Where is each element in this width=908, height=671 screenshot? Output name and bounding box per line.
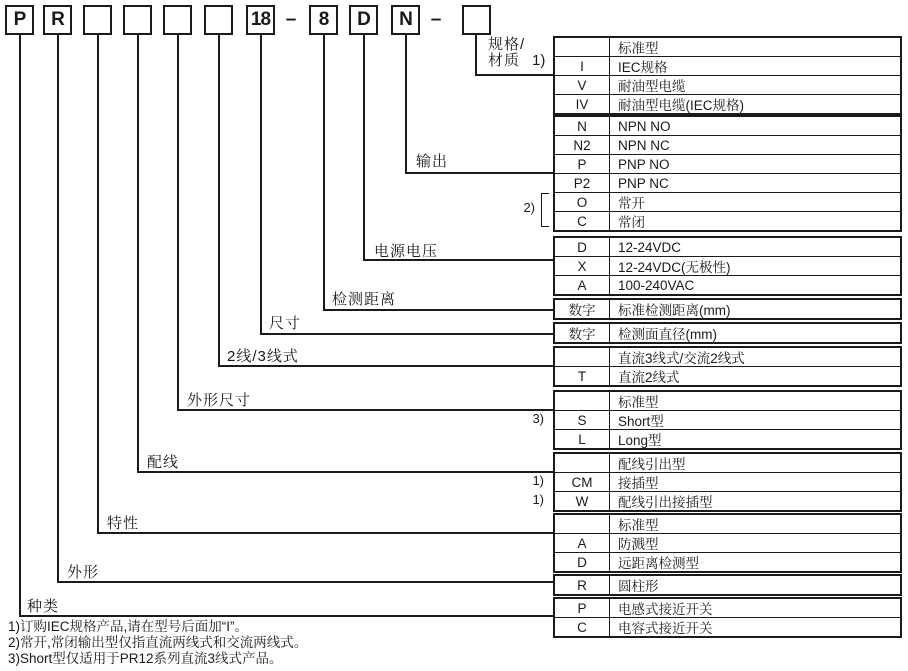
- connector-vline-power: [363, 35, 365, 259]
- desc-cell: PNP NO: [618, 156, 670, 172]
- code-cell: A: [555, 534, 610, 552]
- code-cell: [555, 38, 610, 56]
- desc-cell: 防溅型: [618, 537, 659, 552]
- desc-cell: 常开: [618, 196, 645, 211]
- connector-vline-wire: [218, 35, 220, 365]
- desc-cell: 标准型: [618, 395, 659, 410]
- desc-cell: 配线引出型: [618, 457, 686, 472]
- label-type: 种类: [27, 598, 60, 615]
- connector-hline-wiring: [137, 471, 553, 473]
- label-distance: 检测距离: [332, 291, 397, 308]
- table-row: [555, 515, 900, 533]
- connector-hline-spec: [475, 74, 553, 76]
- code-cell: T: [555, 367, 610, 385]
- model-box-5: [163, 5, 192, 35]
- code-cell: O: [555, 193, 610, 211]
- note-marker-1: 1): [532, 473, 544, 488]
- desc-cell: 圆柱形: [618, 579, 659, 594]
- table-row: [555, 256, 900, 275]
- code-cell: [555, 454, 610, 472]
- code-cell: S: [555, 411, 610, 429]
- table-row: [555, 533, 900, 552]
- table-row: [555, 38, 900, 56]
- label-shape-size: 外形尺寸: [187, 392, 252, 409]
- table-row: [555, 211, 900, 230]
- table-type: [553, 597, 902, 638]
- code-cell: [555, 515, 610, 533]
- desc-cell: 标准检测距离(mm): [618, 303, 731, 318]
- table-size: [553, 322, 902, 344]
- table-row: [555, 135, 900, 154]
- connector-vline-spec: [475, 35, 477, 74]
- model-separator: –: [430, 9, 442, 30]
- table-row: [555, 348, 900, 366]
- desc-cell: 接插型: [618, 476, 659, 491]
- desc-cell: IEC规格: [618, 60, 668, 75]
- table-shape-size: [553, 390, 902, 450]
- label-output: 输出: [416, 153, 449, 170]
- label-shape: 外形: [67, 564, 100, 581]
- table-row: [555, 472, 900, 491]
- footnote-3: 3)Short型仅适用于PR12系列直流3线式产品。: [8, 651, 283, 666]
- desc-cell: 电感式接近开关: [618, 602, 713, 617]
- table-shape: [553, 574, 902, 596]
- code-cell: P: [555, 155, 610, 173]
- connector-vline-distance: [323, 35, 325, 309]
- code-cell: N: [555, 117, 610, 135]
- code-cell: R: [555, 576, 610, 594]
- label-size: 尺寸: [269, 315, 302, 332]
- note-marker-1: 1): [532, 492, 544, 507]
- desc-cell: 远距离检测型: [618, 556, 699, 571]
- table-row: [555, 454, 900, 472]
- desc-cell: 12-24VDC: [618, 239, 682, 255]
- desc-cell: NPN NC: [618, 137, 670, 153]
- table-spec: [553, 36, 902, 115]
- table-row: [555, 117, 900, 135]
- label-spec-line2: 材质 1): [488, 52, 546, 69]
- model-box-8: 8: [309, 5, 338, 35]
- desc-cell: 标准型: [618, 41, 659, 56]
- table-row: [555, 56, 900, 75]
- note-marker-2: 2): [523, 200, 535, 215]
- code-cell: L: [555, 430, 610, 448]
- table-distance: [553, 298, 902, 320]
- desc-cell: 100-240VAC: [618, 277, 695, 293]
- model-box-2: R: [43, 5, 72, 35]
- code-cell: N2: [555, 136, 610, 154]
- table-row: [555, 617, 900, 636]
- code-cell: [555, 348, 610, 366]
- code-cell: I: [555, 57, 610, 75]
- code-cell: 数字: [555, 300, 610, 318]
- table-row: [555, 154, 900, 173]
- footnotes: [8, 619, 307, 667]
- table-row: [555, 491, 900, 510]
- connector-hline-size: [260, 333, 553, 335]
- desc-cell: 耐油型电缆(IEC规格): [618, 98, 744, 113]
- code-cell: D: [555, 238, 610, 256]
- table-row: [555, 366, 900, 385]
- label-power: 电源电压: [374, 243, 439, 260]
- table-wiring: [553, 452, 902, 512]
- connector-hline-distance: [323, 309, 553, 311]
- footnote-2: 2)常开,常闭输出型仅指直流两线式和交流两线式。: [8, 635, 308, 650]
- table-wire: [553, 346, 902, 387]
- table-row: [555, 576, 900, 594]
- table-row: [555, 429, 900, 448]
- model-box-11: [462, 5, 491, 35]
- table-row: [555, 324, 900, 342]
- table-feature: [553, 513, 902, 573]
- label-feature: 特性: [107, 515, 140, 532]
- desc-cell: PNP NC: [618, 175, 669, 191]
- code-cell: D: [555, 553, 610, 571]
- desc-cell: 耐油型电缆: [618, 79, 686, 94]
- model-box-4: [123, 5, 152, 35]
- bracket-icon: [541, 193, 549, 227]
- connector-hline-shape: [57, 581, 553, 583]
- desc-cell: 配线引出接插型: [618, 495, 713, 510]
- desc-cell: 标准型: [618, 518, 659, 533]
- model-box-7: 18: [246, 5, 275, 35]
- table-row: [555, 599, 900, 617]
- note-ref-1: 1): [532, 52, 546, 69]
- table-row: [555, 552, 900, 571]
- code-cell: P: [555, 599, 610, 617]
- table-row: [555, 275, 900, 294]
- table-row: [555, 173, 900, 192]
- table-row: [555, 238, 900, 256]
- code-cell: A: [555, 276, 610, 294]
- code-cell: P2: [555, 174, 610, 192]
- connector-vline-type: [19, 35, 21, 615]
- connector-vline-shape: [57, 35, 59, 581]
- desc-cell: 常闭: [618, 215, 645, 230]
- desc-cell: NPN NO: [618, 118, 671, 134]
- connector-vline-output: [405, 35, 407, 172]
- label-spec-line1: 规格/: [488, 36, 526, 53]
- table-power: [553, 236, 902, 296]
- model-box-1: P: [5, 5, 34, 35]
- desc-cell: Long型: [618, 433, 662, 448]
- footnote-1: 1)订购IEC规格产品,请在型号后面加“I”。: [8, 619, 249, 634]
- model-box-10: N: [391, 5, 420, 35]
- connector-vline-wiring: [137, 35, 139, 471]
- note-marker-3: 3): [532, 411, 544, 426]
- table-output: [553, 115, 902, 232]
- connector-hline-type: [19, 615, 553, 617]
- desc-cell: 12-24VDC(无极性): [618, 260, 731, 275]
- model-box-9: D: [349, 5, 378, 35]
- connector-vline-size: [260, 35, 262, 333]
- code-cell: X: [555, 257, 610, 275]
- model-box-6: [204, 5, 233, 35]
- desc-cell: 直流2线式: [618, 370, 680, 385]
- label-wiring: 配线: [147, 454, 180, 471]
- code-cell: CM: [555, 473, 610, 491]
- model-separator: –: [285, 9, 297, 30]
- code-cell: [555, 392, 610, 410]
- table-row: [555, 192, 900, 211]
- desc-cell: 电容式接近开关: [618, 621, 713, 636]
- connector-hline-output: [405, 172, 553, 174]
- label-spec: [488, 37, 545, 69]
- code-cell: C: [555, 618, 610, 636]
- code-cell: W: [555, 492, 610, 510]
- table-row: [555, 300, 900, 318]
- model-box-3: [83, 5, 112, 35]
- table-row: [555, 94, 900, 113]
- code-cell: IV: [555, 95, 610, 113]
- desc-cell: Short型: [618, 414, 664, 429]
- desc-cell: 检测面直径(mm): [618, 327, 717, 342]
- code-cell: C: [555, 212, 610, 230]
- table-row: [555, 392, 900, 410]
- table-row: [555, 75, 900, 94]
- desc-cell: 直流3线式/交流2线式: [618, 351, 745, 366]
- connector-vline-feature: [97, 35, 99, 532]
- code-cell: V: [555, 76, 610, 94]
- code-cell: 数字: [555, 324, 610, 342]
- table-row: [555, 410, 900, 429]
- label-wire: 2线/3线式: [227, 348, 299, 365]
- connector-vline-shape-size: [177, 35, 179, 409]
- connector-hline-feature: [97, 532, 553, 534]
